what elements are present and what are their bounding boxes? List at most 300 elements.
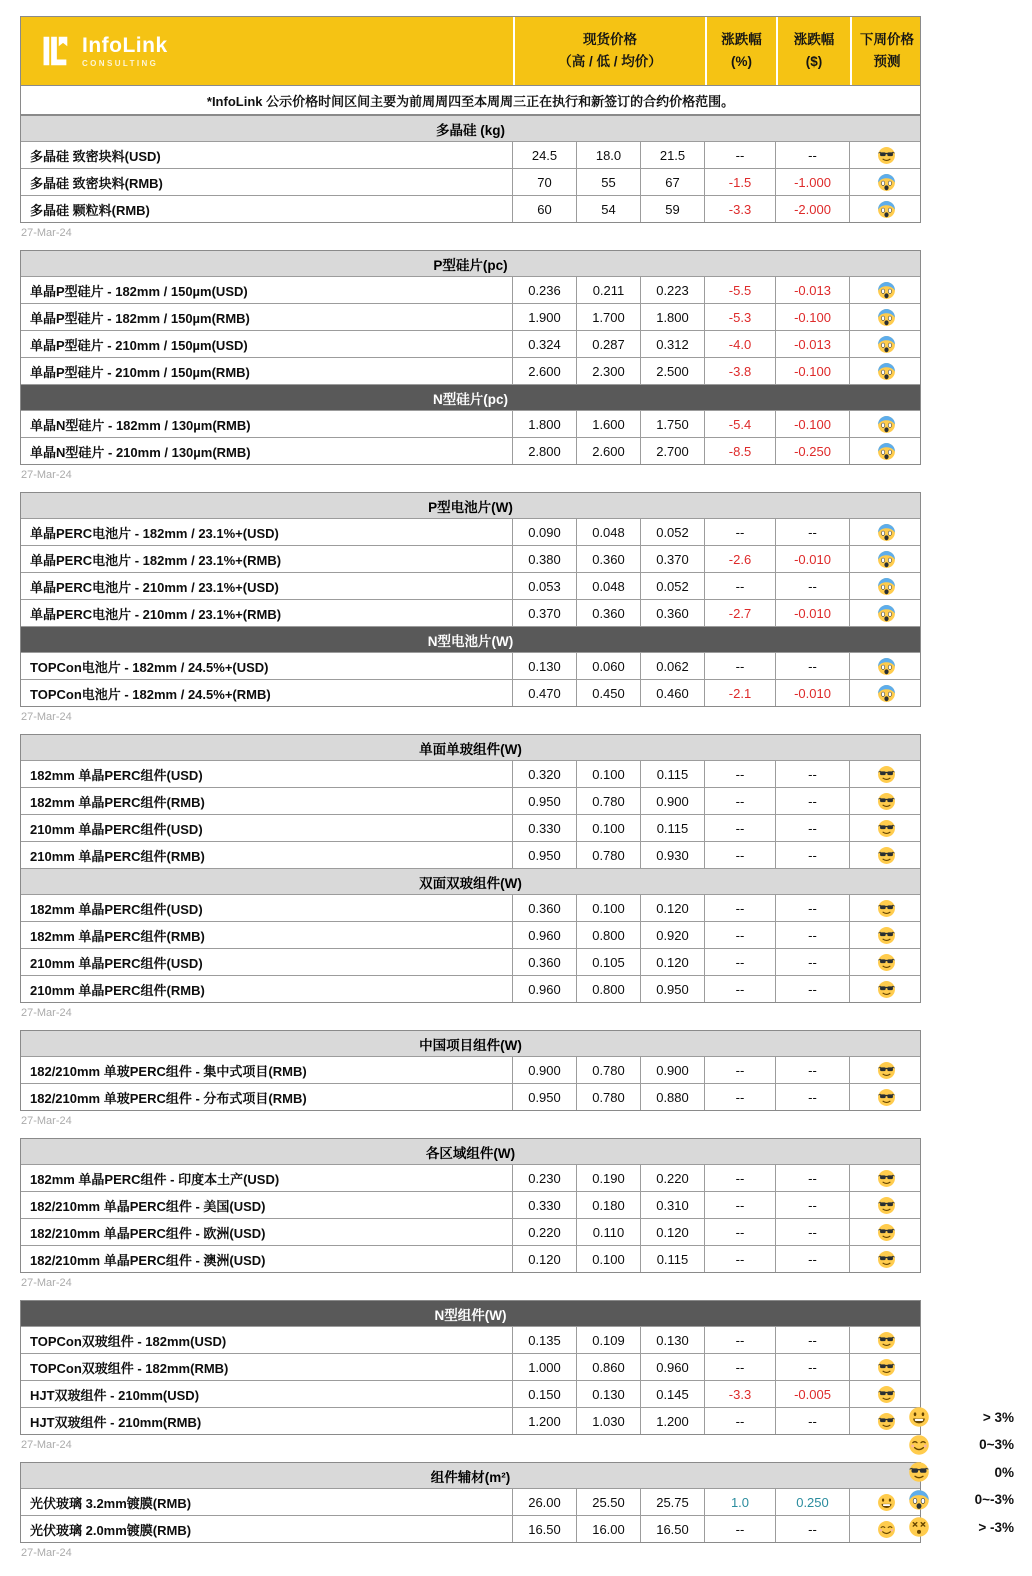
forecast-cell bbox=[850, 142, 922, 168]
product-name: 182/210mm 单玻PERC组件 - 集中式项目(RMB) bbox=[21, 1057, 513, 1083]
high-price: 26.00 bbox=[513, 1489, 577, 1515]
sunglasses-face-icon bbox=[908, 1461, 930, 1483]
avg-price: 0.370 bbox=[641, 546, 705, 572]
table-row bbox=[21, 1192, 920, 1219]
table-row bbox=[21, 1354, 920, 1381]
forecast-cell bbox=[850, 1057, 922, 1083]
change-percent: -- bbox=[705, 949, 776, 975]
sunglasses-face-icon bbox=[877, 1250, 896, 1269]
high-price: 1.800 bbox=[513, 411, 577, 437]
scream-face-icon bbox=[877, 200, 896, 219]
product-name: 182mm 单晶PERC组件(RMB) bbox=[21, 788, 513, 814]
avg-price: 0.115 bbox=[641, 815, 705, 841]
dizzy-face-icon bbox=[908, 1516, 930, 1538]
legend-item bbox=[908, 1516, 1014, 1539]
avg-price: 25.75 bbox=[641, 1489, 705, 1515]
low-price: 0.450 bbox=[577, 680, 641, 706]
table-row bbox=[21, 1327, 920, 1354]
product-name: 光伏玻璃 3.2mm镀膜(RMB) bbox=[21, 1489, 513, 1515]
col-header-forecast-line2: 预测 bbox=[873, 54, 901, 69]
forecast-cell bbox=[850, 680, 922, 706]
avg-price: 0.900 bbox=[641, 788, 705, 814]
change-percent: -1.5 bbox=[705, 169, 776, 195]
change-percent: -- bbox=[705, 1354, 776, 1380]
change-dollar: -0.005 bbox=[776, 1381, 850, 1407]
forecast-cell bbox=[850, 653, 922, 679]
table-row bbox=[21, 1516, 920, 1542]
low-price: 0.180 bbox=[577, 1192, 641, 1218]
sunglasses-face-icon bbox=[877, 980, 896, 999]
change-dollar: -0.013 bbox=[776, 331, 850, 357]
table-row bbox=[21, 949, 920, 976]
change-dollar: -- bbox=[776, 788, 850, 814]
change-percent: -- bbox=[705, 842, 776, 868]
product-name: 单晶P型硅片 - 182mm / 150µm(USD) bbox=[21, 277, 513, 303]
sunglasses-face-icon bbox=[877, 765, 896, 784]
product-name: 182mm 单晶PERC组件 - 印度本土产(USD) bbox=[21, 1165, 513, 1191]
avg-price: 16.50 bbox=[641, 1516, 705, 1542]
change-dollar: -0.013 bbox=[776, 277, 850, 303]
change-percent: -- bbox=[705, 1084, 776, 1110]
change-dollar: -0.100 bbox=[776, 411, 850, 437]
forecast-cell bbox=[850, 1381, 922, 1407]
high-price: 2.800 bbox=[513, 438, 577, 464]
col-header-forecast bbox=[850, 17, 922, 85]
avg-price: 0.115 bbox=[641, 1246, 705, 1272]
high-price: 0.950 bbox=[513, 788, 577, 814]
avg-price: 0.120 bbox=[641, 1219, 705, 1245]
change-dollar: -- bbox=[776, 949, 850, 975]
forecast-cell bbox=[850, 842, 922, 868]
change-dollar: -- bbox=[776, 922, 850, 948]
high-price: 1.200 bbox=[513, 1408, 577, 1434]
change-percent: -3.3 bbox=[705, 1381, 776, 1407]
product-name: 210mm 单晶PERC组件(RMB) bbox=[21, 976, 513, 1002]
legend-label: > 3% bbox=[982, 1409, 1014, 1425]
high-price: 0.090 bbox=[513, 519, 577, 545]
low-price: 0.360 bbox=[577, 546, 641, 572]
scream-face-icon bbox=[877, 577, 896, 596]
sunglasses-face-icon bbox=[877, 1331, 896, 1350]
price-group bbox=[20, 1030, 921, 1128]
change-percent: -- bbox=[705, 815, 776, 841]
high-price: 0.320 bbox=[513, 761, 577, 787]
table-row bbox=[21, 761, 920, 788]
section-title: P型硅片(pc) bbox=[21, 251, 920, 277]
col-header-change-pct bbox=[705, 17, 776, 85]
avg-price: 0.052 bbox=[641, 519, 705, 545]
high-price: 1.000 bbox=[513, 1354, 577, 1380]
low-price: 0.109 bbox=[577, 1327, 641, 1353]
low-price: 18.0 bbox=[577, 142, 641, 168]
avg-price: 0.120 bbox=[641, 949, 705, 975]
scream-face-icon bbox=[877, 281, 896, 300]
forecast-cell bbox=[850, 546, 922, 572]
forecast-cell bbox=[850, 358, 922, 384]
product-name: 210mm 单晶PERC组件(RMB) bbox=[21, 842, 513, 868]
product-name: 182/210mm 单晶PERC组件 - 美国(USD) bbox=[21, 1192, 513, 1218]
date-label: 27-Mar-24 bbox=[21, 1007, 72, 1019]
table-row bbox=[21, 331, 920, 358]
low-price: 0.130 bbox=[577, 1381, 641, 1407]
high-price: 0.120 bbox=[513, 1246, 577, 1272]
change-dollar: -- bbox=[776, 1354, 850, 1380]
smile-face-icon bbox=[908, 1434, 930, 1456]
change-dollar: -- bbox=[776, 573, 850, 599]
forecast-cell bbox=[850, 600, 922, 626]
high-price: 0.236 bbox=[513, 277, 577, 303]
product-name: 单晶P型硅片 - 210mm / 150µm(USD) bbox=[21, 331, 513, 357]
legend-item bbox=[908, 1489, 1014, 1512]
high-price: 0.900 bbox=[513, 1057, 577, 1083]
low-price: 0.287 bbox=[577, 331, 641, 357]
col-header-spot-line2: （高 / 低 / 均价） bbox=[558, 54, 662, 69]
sunglasses-face-icon bbox=[877, 819, 896, 838]
forecast-cell bbox=[850, 788, 922, 814]
high-price: 60 bbox=[513, 196, 577, 222]
low-price: 0.048 bbox=[577, 519, 641, 545]
product-name: 单晶P型硅片 - 210mm / 150µm(RMB) bbox=[21, 358, 513, 384]
change-dollar: -0.010 bbox=[776, 600, 850, 626]
col-header-pct-line1: 涨跌幅 bbox=[721, 31, 762, 47]
product-name: 182mm 单晶PERC组件(USD) bbox=[21, 895, 513, 921]
change-dollar: -- bbox=[776, 895, 850, 921]
table-row bbox=[21, 680, 920, 706]
table-row bbox=[21, 1246, 920, 1272]
low-price: 0.100 bbox=[577, 815, 641, 841]
date-label: 27-Mar-24 bbox=[21, 1115, 72, 1127]
scream-face-icon bbox=[877, 684, 896, 703]
date-label: 27-Mar-24 bbox=[21, 1439, 72, 1451]
avg-price: 0.960 bbox=[641, 1354, 705, 1380]
change-dollar: -0.100 bbox=[776, 358, 850, 384]
date-label: 27-Mar-24 bbox=[21, 227, 72, 239]
change-dollar: -0.100 bbox=[776, 304, 850, 330]
forecast-cell bbox=[850, 411, 922, 437]
low-price: 1.700 bbox=[577, 304, 641, 330]
legend-label: 0% bbox=[994, 1464, 1014, 1480]
section-title: N型硅片(pc) bbox=[21, 385, 920, 411]
change-percent: -- bbox=[705, 761, 776, 787]
scream-face-icon bbox=[877, 335, 896, 354]
forecast-cell bbox=[850, 1084, 922, 1110]
table-row bbox=[21, 653, 920, 680]
high-price: 0.380 bbox=[513, 546, 577, 572]
high-price: 0.470 bbox=[513, 680, 577, 706]
low-price: 55 bbox=[577, 169, 641, 195]
change-dollar: -- bbox=[776, 1516, 850, 1542]
change-percent: 1.0 bbox=[705, 1489, 776, 1515]
table-row bbox=[21, 922, 920, 949]
product-name: 182/210mm 单玻PERC组件 - 分布式项目(RMB) bbox=[21, 1084, 513, 1110]
table-row bbox=[21, 142, 920, 169]
change-percent: -- bbox=[705, 788, 776, 814]
table-row bbox=[21, 358, 920, 385]
avg-price: 0.120 bbox=[641, 895, 705, 921]
table-row bbox=[21, 169, 920, 196]
avg-price: 0.145 bbox=[641, 1381, 705, 1407]
price-group bbox=[20, 115, 921, 240]
forecast-cell bbox=[850, 976, 922, 1002]
avg-price: 0.052 bbox=[641, 573, 705, 599]
product-name: 光伏玻璃 2.0mm镀膜(RMB) bbox=[21, 1516, 513, 1542]
change-dollar: -- bbox=[776, 842, 850, 868]
table-row bbox=[21, 600, 920, 627]
low-price: 0.060 bbox=[577, 653, 641, 679]
avg-price: 0.130 bbox=[641, 1327, 705, 1353]
low-price: 0.800 bbox=[577, 922, 641, 948]
high-price: 0.150 bbox=[513, 1381, 577, 1407]
low-price: 0.190 bbox=[577, 1165, 641, 1191]
forecast-cell bbox=[850, 895, 922, 921]
low-price: 0.100 bbox=[577, 895, 641, 921]
avg-price: 67 bbox=[641, 169, 705, 195]
forecast-legend bbox=[908, 1406, 1014, 1539]
product-name: 182mm 单晶PERC组件(USD) bbox=[21, 761, 513, 787]
change-dollar: -- bbox=[776, 815, 850, 841]
high-price: 0.360 bbox=[513, 895, 577, 921]
change-dollar: -0.010 bbox=[776, 546, 850, 572]
change-percent: -- bbox=[705, 1516, 776, 1542]
forecast-cell bbox=[850, 1327, 922, 1353]
forecast-cell bbox=[850, 949, 922, 975]
change-dollar: -- bbox=[776, 1057, 850, 1083]
scream-face-icon bbox=[877, 523, 896, 542]
low-price: 1.030 bbox=[577, 1408, 641, 1434]
table-row bbox=[21, 1084, 920, 1110]
sunglasses-face-icon bbox=[877, 792, 896, 811]
high-price: 0.330 bbox=[513, 815, 577, 841]
product-name: 182/210mm 单晶PERC组件 - 欧洲(USD) bbox=[21, 1219, 513, 1245]
low-price: 2.600 bbox=[577, 438, 641, 464]
low-price: 1.600 bbox=[577, 411, 641, 437]
change-percent: -- bbox=[705, 519, 776, 545]
product-name: HJT双玻组件 - 210mm(RMB) bbox=[21, 1408, 513, 1434]
scream-face-icon bbox=[877, 604, 896, 623]
forecast-cell bbox=[850, 761, 922, 787]
change-percent: -- bbox=[705, 1246, 776, 1272]
col-header-spot-price bbox=[513, 17, 705, 85]
high-price: 0.950 bbox=[513, 1084, 577, 1110]
change-dollar: -- bbox=[776, 1084, 850, 1110]
low-price: 0.110 bbox=[577, 1219, 641, 1245]
avg-price: 0.950 bbox=[641, 976, 705, 1002]
sunglasses-face-icon bbox=[877, 146, 896, 165]
change-percent: -2.6 bbox=[705, 546, 776, 572]
table-row bbox=[21, 196, 920, 222]
date-label: 27-Mar-24 bbox=[21, 1547, 72, 1559]
col-header-usd-line1: 涨跌幅 bbox=[793, 31, 835, 47]
avg-price: 21.5 bbox=[641, 142, 705, 168]
change-percent: -2.7 bbox=[705, 600, 776, 626]
price-group bbox=[20, 1300, 921, 1452]
forecast-cell bbox=[850, 815, 922, 841]
high-price: 0.324 bbox=[513, 331, 577, 357]
table-row bbox=[21, 895, 920, 922]
change-percent: -- bbox=[705, 1219, 776, 1245]
avg-price: 1.800 bbox=[641, 304, 705, 330]
product-name: 多晶硅 致密块料(RMB) bbox=[21, 169, 513, 195]
high-price: 24.5 bbox=[513, 142, 577, 168]
table-row bbox=[21, 788, 920, 815]
high-price: 0.230 bbox=[513, 1165, 577, 1191]
avg-price: 0.930 bbox=[641, 842, 705, 868]
table-row bbox=[21, 976, 920, 1002]
avg-price: 0.220 bbox=[641, 1165, 705, 1191]
product-name: 210mm 单晶PERC组件(USD) bbox=[21, 949, 513, 975]
high-price: 0.960 bbox=[513, 976, 577, 1002]
table-row bbox=[21, 842, 920, 869]
forecast-cell bbox=[850, 1165, 922, 1191]
low-price: 0.360 bbox=[577, 600, 641, 626]
change-percent: -- bbox=[705, 1327, 776, 1353]
change-percent: -2.1 bbox=[705, 680, 776, 706]
change-percent: -4.0 bbox=[705, 331, 776, 357]
change-dollar: -- bbox=[776, 519, 850, 545]
sunglasses-face-icon bbox=[877, 1088, 896, 1107]
low-price: 0.100 bbox=[577, 1246, 641, 1272]
forecast-cell bbox=[850, 304, 922, 330]
col-header-usd-line2: ($) bbox=[805, 54, 823, 69]
legend-item bbox=[908, 1434, 1014, 1457]
high-price: 0.360 bbox=[513, 949, 577, 975]
smile-face-icon bbox=[877, 1520, 896, 1539]
section-title: P型电池片(W) bbox=[21, 493, 920, 519]
low-price: 0.105 bbox=[577, 949, 641, 975]
grin-face-icon bbox=[877, 1493, 896, 1512]
section-title: N型组件(W) bbox=[21, 1301, 920, 1327]
avg-price: 0.312 bbox=[641, 331, 705, 357]
legend-label: > -3% bbox=[978, 1519, 1014, 1535]
sunglasses-face-icon bbox=[877, 899, 896, 918]
change-percent: -- bbox=[705, 1057, 776, 1083]
low-price: 54 bbox=[577, 196, 641, 222]
product-name: TOPCon双玻组件 - 182mm(RMB) bbox=[21, 1354, 513, 1380]
change-percent: -3.8 bbox=[705, 358, 776, 384]
table-row bbox=[21, 304, 920, 331]
avg-price: 0.115 bbox=[641, 761, 705, 787]
date-label: 27-Mar-24 bbox=[21, 711, 72, 723]
high-price: 1.900 bbox=[513, 304, 577, 330]
sunglasses-face-icon bbox=[877, 1385, 896, 1404]
low-price: 0.048 bbox=[577, 573, 641, 599]
price-group bbox=[20, 492, 921, 724]
table-row bbox=[21, 1381, 920, 1408]
sunglasses-face-icon bbox=[877, 1412, 896, 1431]
scream-face-icon bbox=[877, 173, 896, 192]
change-dollar: -- bbox=[776, 761, 850, 787]
section-title: 各区域组件(W) bbox=[21, 1139, 920, 1165]
infolink-logo bbox=[21, 17, 513, 85]
forecast-cell bbox=[850, 331, 922, 357]
product-name: 多晶硅 颗粒料(RMB) bbox=[21, 196, 513, 222]
change-percent: -5.5 bbox=[705, 277, 776, 303]
avg-price: 2.700 bbox=[641, 438, 705, 464]
low-price: 0.780 bbox=[577, 842, 641, 868]
change-dollar: -- bbox=[776, 1246, 850, 1272]
sunglasses-face-icon bbox=[877, 1358, 896, 1377]
low-price: 25.50 bbox=[577, 1489, 641, 1515]
table-row bbox=[21, 519, 920, 546]
high-price: 70 bbox=[513, 169, 577, 195]
change-percent: -- bbox=[705, 1408, 776, 1434]
change-percent: -- bbox=[705, 976, 776, 1002]
low-price: 0.211 bbox=[577, 277, 641, 303]
high-price: 0.950 bbox=[513, 842, 577, 868]
low-price: 0.780 bbox=[577, 1057, 641, 1083]
avg-price: 1.750 bbox=[641, 411, 705, 437]
legend-item bbox=[908, 1461, 1014, 1484]
high-price: 0.135 bbox=[513, 1327, 577, 1353]
change-percent: -- bbox=[705, 142, 776, 168]
high-price: 16.50 bbox=[513, 1516, 577, 1542]
avg-price: 0.360 bbox=[641, 600, 705, 626]
avg-price: 0.062 bbox=[641, 653, 705, 679]
high-price: 0.330 bbox=[513, 1192, 577, 1218]
sunglasses-face-icon bbox=[877, 953, 896, 972]
price-group bbox=[20, 1462, 921, 1560]
scream-face-icon bbox=[908, 1489, 930, 1511]
high-price: 0.053 bbox=[513, 573, 577, 599]
forecast-cell bbox=[850, 1354, 922, 1380]
change-percent: -- bbox=[705, 1192, 776, 1218]
avg-price: 1.200 bbox=[641, 1408, 705, 1434]
change-dollar: -- bbox=[776, 653, 850, 679]
low-price: 0.800 bbox=[577, 976, 641, 1002]
section-title: 双面双玻组件(W) bbox=[21, 869, 920, 895]
low-price: 2.300 bbox=[577, 358, 641, 384]
sunglasses-face-icon bbox=[877, 1169, 896, 1188]
table-row bbox=[21, 1057, 920, 1084]
table-row bbox=[21, 573, 920, 600]
high-price: 0.130 bbox=[513, 653, 577, 679]
product-name: HJT双玻组件 - 210mm(USD) bbox=[21, 1381, 513, 1407]
product-name: 182mm 单晶PERC组件(RMB) bbox=[21, 922, 513, 948]
sunglasses-face-icon bbox=[877, 926, 896, 945]
forecast-cell bbox=[850, 1192, 922, 1218]
col-header-pct-line2: (%) bbox=[731, 54, 752, 69]
scream-face-icon bbox=[877, 415, 896, 434]
sunglasses-face-icon bbox=[877, 1223, 896, 1242]
forecast-cell bbox=[850, 1219, 922, 1245]
price-group bbox=[20, 250, 921, 482]
table-row bbox=[21, 1219, 920, 1246]
section-title: N型电池片(W) bbox=[21, 627, 920, 653]
col-header-spot-line1: 现货价格 bbox=[583, 31, 637, 47]
forecast-cell bbox=[850, 1246, 922, 1272]
sunglasses-face-icon bbox=[877, 1196, 896, 1215]
product-name: 单晶PERC电池片 - 182mm / 23.1%+(RMB) bbox=[21, 546, 513, 572]
forecast-cell bbox=[850, 922, 922, 948]
scream-face-icon bbox=[877, 550, 896, 569]
change-dollar: -- bbox=[776, 142, 850, 168]
col-header-change-usd bbox=[776, 17, 850, 85]
section-title: 单面单玻组件(W) bbox=[21, 735, 920, 761]
change-dollar: -- bbox=[776, 1165, 850, 1191]
change-percent: -- bbox=[705, 1165, 776, 1191]
avg-price: 0.920 bbox=[641, 922, 705, 948]
change-percent: -- bbox=[705, 895, 776, 921]
forecast-cell bbox=[850, 196, 922, 222]
table-row bbox=[21, 1489, 920, 1516]
change-dollar: -- bbox=[776, 1219, 850, 1245]
table-row bbox=[21, 1165, 920, 1192]
change-percent: -- bbox=[705, 573, 776, 599]
product-name: 单晶PERC电池片 - 182mm / 23.1%+(USD) bbox=[21, 519, 513, 545]
scream-face-icon bbox=[877, 362, 896, 381]
product-name: 210mm 单晶PERC组件(USD) bbox=[21, 815, 513, 841]
avg-price: 0.310 bbox=[641, 1192, 705, 1218]
